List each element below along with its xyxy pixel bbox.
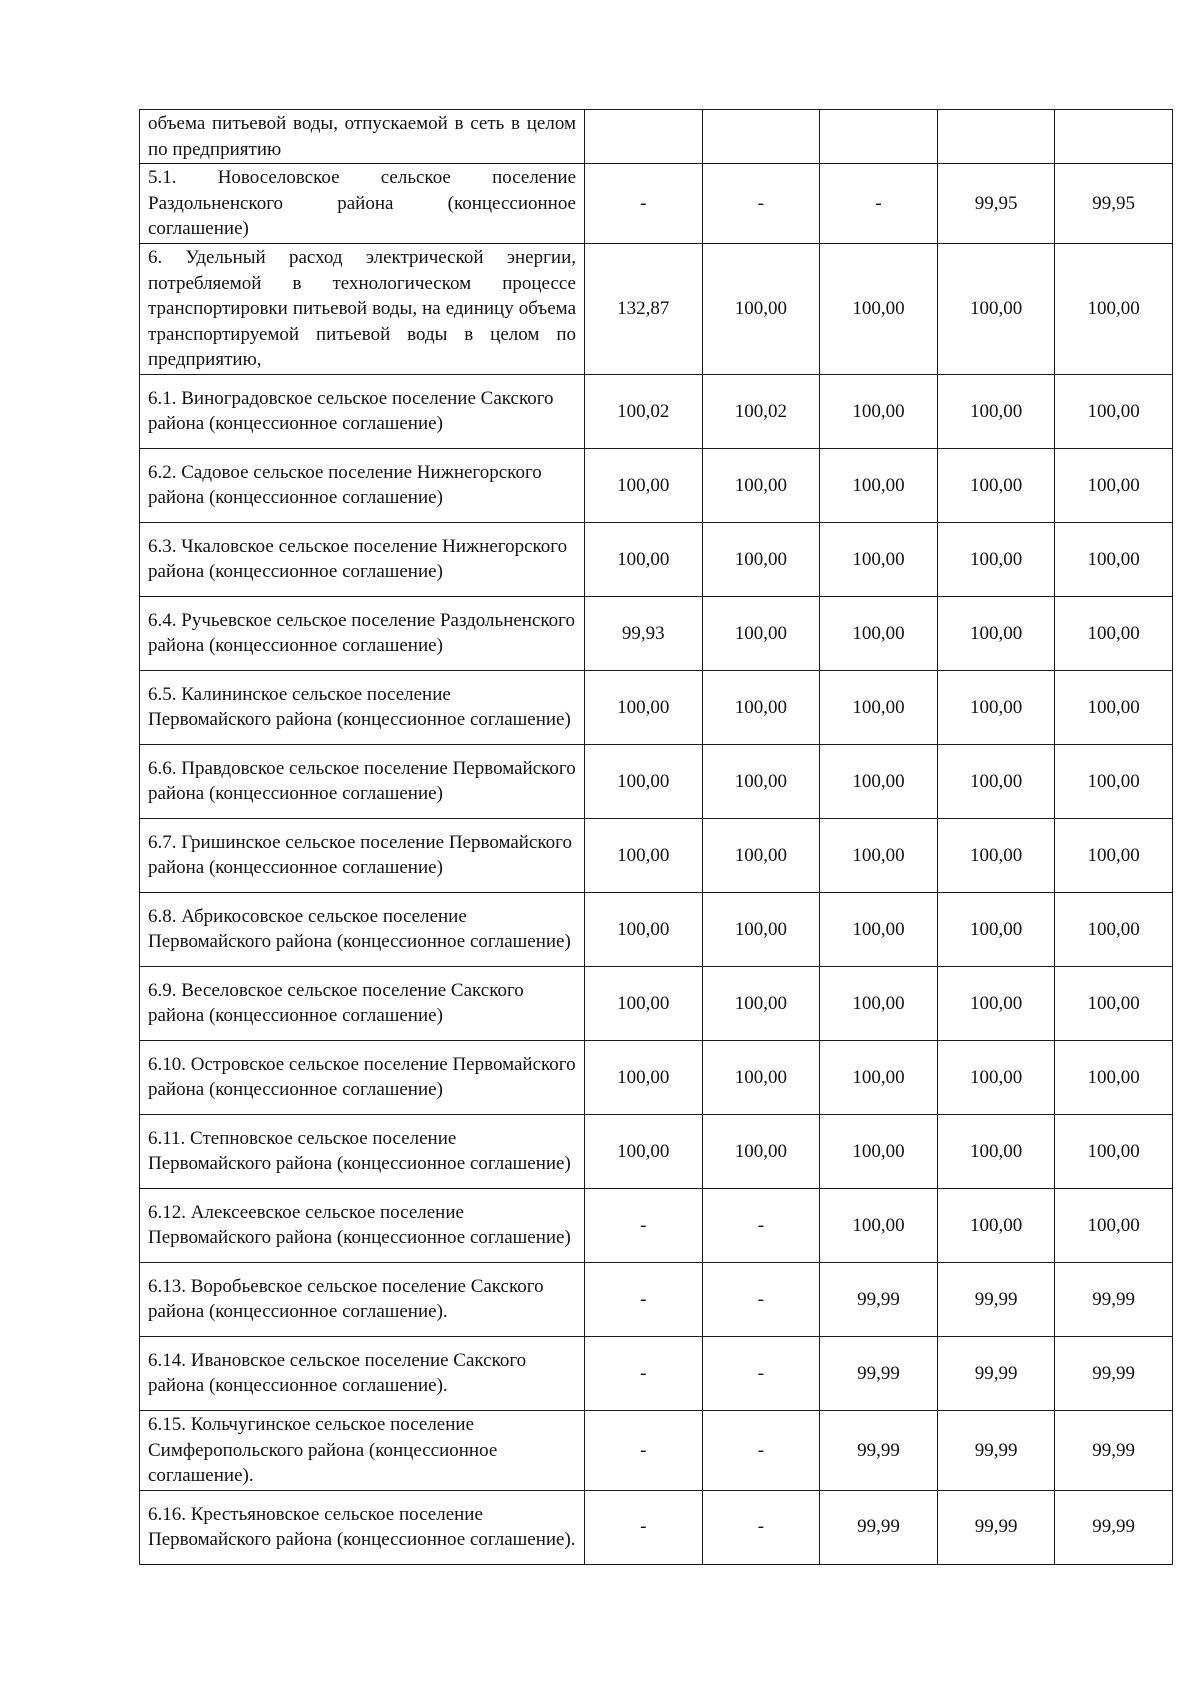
value-cell: 100,00 <box>585 1114 703 1188</box>
table-row <box>140 522 1173 596</box>
value-cell <box>937 110 1055 164</box>
value-cell: 100,00 <box>820 1188 938 1262</box>
value-cell: 100,00 <box>937 818 1055 892</box>
value-cell: 100,00 <box>1055 1114 1173 1188</box>
value-cell: 100,00 <box>585 1040 703 1114</box>
value-cell: 100,00 <box>1055 1188 1173 1262</box>
value-cell: - <box>702 1410 820 1490</box>
value-cell: 100,00 <box>702 818 820 892</box>
indicator-name-cell: 6.11. Степновское сельское поселение Первомайского района (концессионное соглашение) <box>140 1114 585 1188</box>
indicator-name-cell: 6.13. Воробьевское сельское поселение Сакского района (концессионное соглашение). <box>140 1262 585 1336</box>
value-cell: 100,00 <box>1055 596 1173 670</box>
value-cell: 99,99 <box>820 1490 938 1564</box>
table-row <box>140 1410 1173 1490</box>
indicator-name-cell: 6.1. Виноградовское сельское поселение Сакского района (концессионное соглашение) <box>140 374 585 448</box>
value-cell: 100,00 <box>1055 744 1173 818</box>
indicator-name-cell: 6.3. Чкаловское сельское поселение Нижнегорского района (концессионное соглашение) <box>140 522 585 596</box>
indicator-name-cell: 6.4. Ручьевское сельское поселение Раздольненского района (концессионное соглашение) <box>140 596 585 670</box>
value-cell: 100,00 <box>937 892 1055 966</box>
table-row <box>140 818 1173 892</box>
value-cell: 100,00 <box>937 522 1055 596</box>
indicator-name-cell: 6.7. Гришинское сельское поселение Первомайского района (концессионное соглашение) <box>140 818 585 892</box>
value-cell: 100,00 <box>702 522 820 596</box>
indicator-name-cell: 6.9. Веселовское сельское поселение Сакского района (концессионное соглашение) <box>140 966 585 1040</box>
value-cell: - <box>702 1336 820 1410</box>
value-cell: 100,00 <box>1055 448 1173 522</box>
value-cell: 99,99 <box>937 1336 1055 1410</box>
value-cell: 100,00 <box>585 670 703 744</box>
value-cell: 100,02 <box>585 374 703 448</box>
value-cell: 100,00 <box>702 966 820 1040</box>
value-cell: 100,00 <box>702 892 820 966</box>
table-row <box>140 448 1173 522</box>
value-cell: 100,00 <box>1055 818 1173 892</box>
value-cell: - <box>585 1262 703 1336</box>
value-cell: 100,00 <box>702 670 820 744</box>
table-row <box>140 1490 1173 1564</box>
indicator-name-cell: 6.10. Островское сельское поселение Первомайского района (концессионное соглашение) <box>140 1040 585 1114</box>
value-cell: 100,00 <box>585 448 703 522</box>
value-cell: 100,00 <box>585 522 703 596</box>
value-cell: 100,00 <box>702 448 820 522</box>
table-row <box>140 892 1173 966</box>
value-cell: 100,00 <box>820 892 938 966</box>
value-cell: - <box>702 1188 820 1262</box>
value-cell: 99,99 <box>1055 1262 1173 1336</box>
value-cell: - <box>585 1410 703 1490</box>
value-cell: 100,00 <box>702 1114 820 1188</box>
value-cell: 99,99 <box>937 1410 1055 1490</box>
value-cell: - <box>585 1188 703 1262</box>
value-cell: 100,00 <box>820 243 938 374</box>
table-row <box>140 243 1173 374</box>
indicators-table-body <box>140 110 1173 1565</box>
value-cell: - <box>585 1336 703 1410</box>
value-cell: - <box>820 164 938 244</box>
value-cell: 100,00 <box>937 448 1055 522</box>
value-cell: 100,00 <box>937 966 1055 1040</box>
value-cell: 100,00 <box>820 374 938 448</box>
indicator-name-cell: 6.15. Кольчугинское сельское поселение Симферопольского района (концессионное соглашение). <box>140 1410 585 1490</box>
value-cell: 99,99 <box>820 1262 938 1336</box>
value-cell: 99,99 <box>820 1410 938 1490</box>
value-cell <box>702 110 820 164</box>
value-cell: - <box>702 164 820 244</box>
value-cell: 100,00 <box>702 744 820 818</box>
value-cell: 100,00 <box>937 374 1055 448</box>
table-row <box>140 1336 1173 1410</box>
value-cell: 100,00 <box>1055 374 1173 448</box>
table-row <box>140 596 1173 670</box>
value-cell: 100,00 <box>937 670 1055 744</box>
value-cell: 99,99 <box>937 1262 1055 1336</box>
value-cell: 99,95 <box>1055 164 1173 244</box>
indicator-name-cell: 6.6. Правдовское сельское поселение Первомайского района (концессионное соглашение) <box>140 744 585 818</box>
value-cell: 100,00 <box>585 744 703 818</box>
value-cell: 100,00 <box>937 243 1055 374</box>
value-cell: 99,99 <box>937 1490 1055 1564</box>
value-cell: 100,00 <box>820 744 938 818</box>
value-cell: - <box>585 164 703 244</box>
value-cell: 100,00 <box>1055 1040 1173 1114</box>
value-cell: 100,00 <box>702 1040 820 1114</box>
value-cell: - <box>702 1490 820 1564</box>
value-cell: 100,00 <box>937 1040 1055 1114</box>
indicator-name-cell: 6.12. Алексеевское сельское поселение Первомайского района (концессионное соглашение) <box>140 1188 585 1262</box>
table-row <box>140 744 1173 818</box>
indicators-table <box>139 109 1173 1565</box>
value-cell: 132,87 <box>585 243 703 374</box>
value-cell: 100,00 <box>1055 243 1173 374</box>
value-cell: 99,99 <box>1055 1410 1173 1490</box>
value-cell: 100,00 <box>820 670 938 744</box>
indicator-name-cell: 6.2. Садовое сельское поселение Нижнегорского района (концессионное соглашение) <box>140 448 585 522</box>
value-cell: 99,93 <box>585 596 703 670</box>
value-cell: 100,00 <box>820 818 938 892</box>
indicator-name-cell: 6.5. Калининское сельское поселение Первомайского района (концессионное соглашение) <box>140 670 585 744</box>
value-cell: 100,00 <box>585 892 703 966</box>
value-cell: 100,00 <box>585 818 703 892</box>
value-cell: 100,00 <box>1055 522 1173 596</box>
value-cell: 100,00 <box>937 596 1055 670</box>
value-cell: 100,00 <box>820 1114 938 1188</box>
table-row <box>140 670 1173 744</box>
value-cell: 99,99 <box>1055 1336 1173 1410</box>
table-row <box>140 1262 1173 1336</box>
table-row <box>140 966 1173 1040</box>
table-row <box>140 1040 1173 1114</box>
value-cell: 99,95 <box>937 164 1055 244</box>
value-cell: 100,02 <box>702 374 820 448</box>
value-cell <box>1055 110 1173 164</box>
table-row <box>140 164 1173 244</box>
indicator-name-cell: 5.1. Новоселовское сельское поселение Раздольненского района (концессионное соглашение) <box>140 164 585 244</box>
value-cell: 100,00 <box>702 243 820 374</box>
value-cell: 100,00 <box>937 744 1055 818</box>
value-cell: 99,99 <box>820 1336 938 1410</box>
value-cell: 100,00 <box>585 966 703 1040</box>
value-cell: 100,00 <box>1055 966 1173 1040</box>
value-cell: 100,00 <box>937 1188 1055 1262</box>
value-cell <box>820 110 938 164</box>
indicator-name-cell: 6.14. Ивановское сельское поселение Сакского района (концессионное соглашение). <box>140 1336 585 1410</box>
value-cell: 100,00 <box>820 966 938 1040</box>
indicator-name-cell: 6. Удельный расход электрической энергии, потребляемой в технологическом процессе транспортировки питьевой воды, на единицу объема транспортируемой питьевой воды в целом по предприятию, <box>140 243 585 374</box>
table-row <box>140 110 1173 164</box>
table-row <box>140 1114 1173 1188</box>
table-row <box>140 1188 1173 1262</box>
value-cell: 100,00 <box>820 448 938 522</box>
value-cell: 99,99 <box>1055 1490 1173 1564</box>
indicator-name-cell: 6.16. Крестьяновское сельское поселение Первомайского района (концессионное соглашение). <box>140 1490 585 1564</box>
table-row <box>140 374 1173 448</box>
value-cell: 100,00 <box>702 596 820 670</box>
value-cell: 100,00 <box>820 1040 938 1114</box>
value-cell: - <box>702 1262 820 1336</box>
value-cell: 100,00 <box>1055 892 1173 966</box>
value-cell: - <box>585 1490 703 1564</box>
indicator-name-cell: 6.8. Абрикосовское сельское поселение Первомайского района (концессионное соглашение) <box>140 892 585 966</box>
value-cell: 100,00 <box>937 1114 1055 1188</box>
value-cell <box>585 110 703 164</box>
indicator-name-cell: объема питьевой воды, отпускаемой в сеть в целом по предприятию <box>140 110 585 164</box>
value-cell: 100,00 <box>820 596 938 670</box>
value-cell: 100,00 <box>820 522 938 596</box>
value-cell: 100,00 <box>1055 670 1173 744</box>
